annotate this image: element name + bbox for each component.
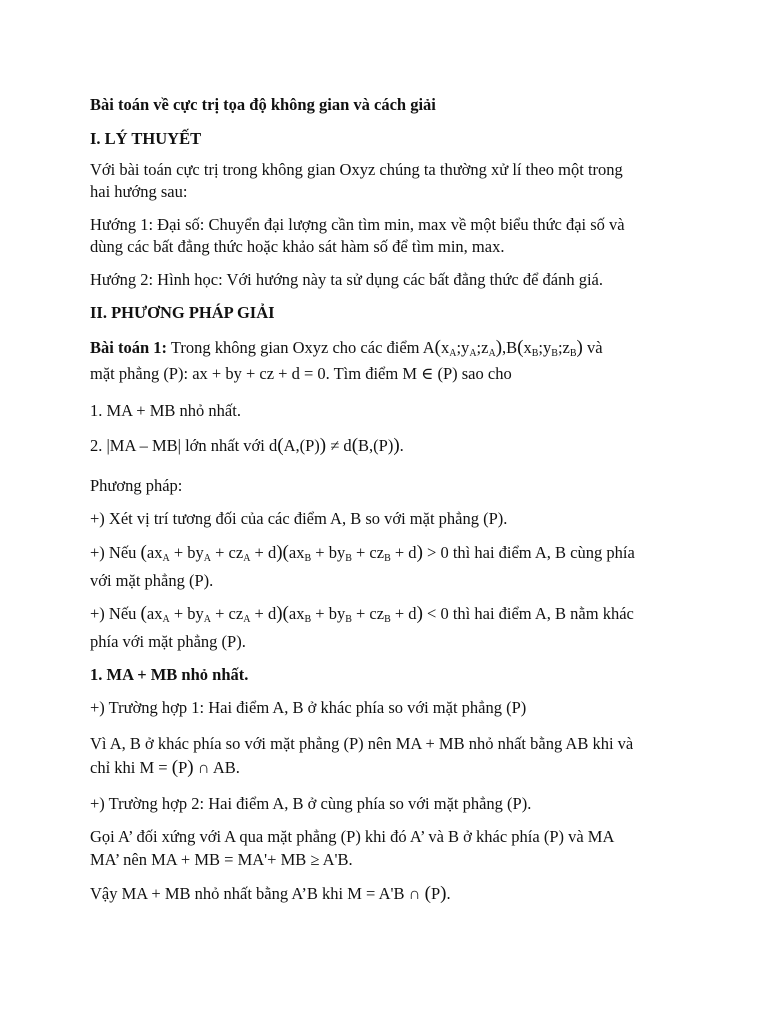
document-title: Bài toán về cực trị tọa độ không gian và cách giải [90,95,436,114]
problem1-label: Bài toán 1: [90,338,168,357]
reflection-line1: Gọi A’ đối xứng với A qua mặt phẳng (P) khi đó A’ và B ở khác phía (P) và MA [90,827,615,846]
section-heading-theory: I. LÝ THUYẾT [90,129,202,148]
membership-formula: M ∈ (P) [402,364,458,383]
paragraph-approach1-line2: dùng các bất đẳng thức hoặc khảo sát hàm số để tìm min, max. [90,237,505,256]
list-item-2: 2. |MA – MB| lớn nhất với d(A,(P)) ≠ d(B,(P)). [90,435,404,456]
reflection-line2: MA’ nên MA + MB = MA'+ MB ≥ A'B. [90,850,353,869]
subheading-min-sum: 1. MA + MB nhỏ nhất. [90,665,249,684]
section-heading-method: II. PHƯƠNG PHÁP GIẢI [90,303,275,322]
conclusion-formula: M = A'B ∩ (P). [347,883,451,904]
paragraph-approach1-line1: Hướng 1: Đại số: Chuyển đại lượng cần tìm min, max về một biểu thức đại số và [90,215,625,234]
case-opposite-side-line1: +) Nếu $(ax_A + by_A + cz_A + d)(ax_B + by_B + cz_B + d) < 0$ thì hai điểm A, B nằm khác [90,603,634,625]
case-same-side-line1: +) Nếu $(ax_A + by_A + cz_A + d)(ax_B + by_B + cz_B + d) > 0$ thì hai điểm A, B cùng phía [90,542,635,564]
paragraph-approach2: Hướng 2: Hình học: Với hướng này ta sử dụng các bất đẳng thức để đánh giá. [90,270,603,289]
method-label: Phương pháp: [90,476,183,495]
case-same-side-line2: với mặt phẳng (P). [90,571,214,590]
paragraph-intro-line1: Với bài toán cực trị trong không gian Oxyz chúng ta thường xử lí theo một trong [90,160,623,179]
problem1-line1: Bài toán 1: Trong không gian Oxyz cho các điểm $A(x_A;y_A;z_A),B(x_B;y_B;z_B)$ và [90,337,603,359]
step-consider-position: +) Xét vị trí tương đối của các điểm A, B so với mặt phẳng (P). [90,509,508,528]
problem1-line2: mặt phẳng (P): ax + by + cz + d = 0. Tìm điểm M ∈ (P) sao cho [90,364,512,383]
inequality-formula: MA + MB = MA'+ MB ≥ A'B. [151,850,353,869]
product-negative-formula: $(ax_A + by_A + cz_A + d)(ax_B + by_B + cz_B + d) < 0$ [140,603,449,625]
intersection-formula: M = (P) ∩ AB. [139,757,240,778]
paragraph-intro-line2: hai hướng sau: [90,182,188,201]
case1-heading: +) Trường hợp 1: Hai điểm A, B ở khác phía so với mặt phẳng (P) [90,698,527,717]
case1-explanation-line1: Vì A, B ở khác phía so với mặt phẳng (P) nên MA + MB nhỏ nhất bằng AB khi và [90,734,634,753]
case-opposite-side-line2: phía với mặt phẳng (P). [90,632,246,651]
case2-heading: +) Trường hợp 2: Hai điểm A, B ở cùng phía so với mặt phẳng (P). [90,794,532,813]
distance-formula: d(A,(P)) ≠ d(B,(P)). [269,435,404,456]
points-formula: $A(x_A;y_A;z_A),B(x_B;y_B;z_B)$ [422,337,583,359]
product-positive-formula: $(ax_A + by_A + cz_A + d)(ax_B + by_B + cz_B + d) > 0$ [140,542,449,564]
list-item-1: 1. MA + MB nhỏ nhất. [90,401,241,420]
conclusion-line: Vậy MA + MB nhỏ nhất bằng A’B khi M = A'B ∩ (P). [90,883,451,904]
case1-explanation-line2: chỉ khi M = (P) ∩ AB. [90,757,240,778]
